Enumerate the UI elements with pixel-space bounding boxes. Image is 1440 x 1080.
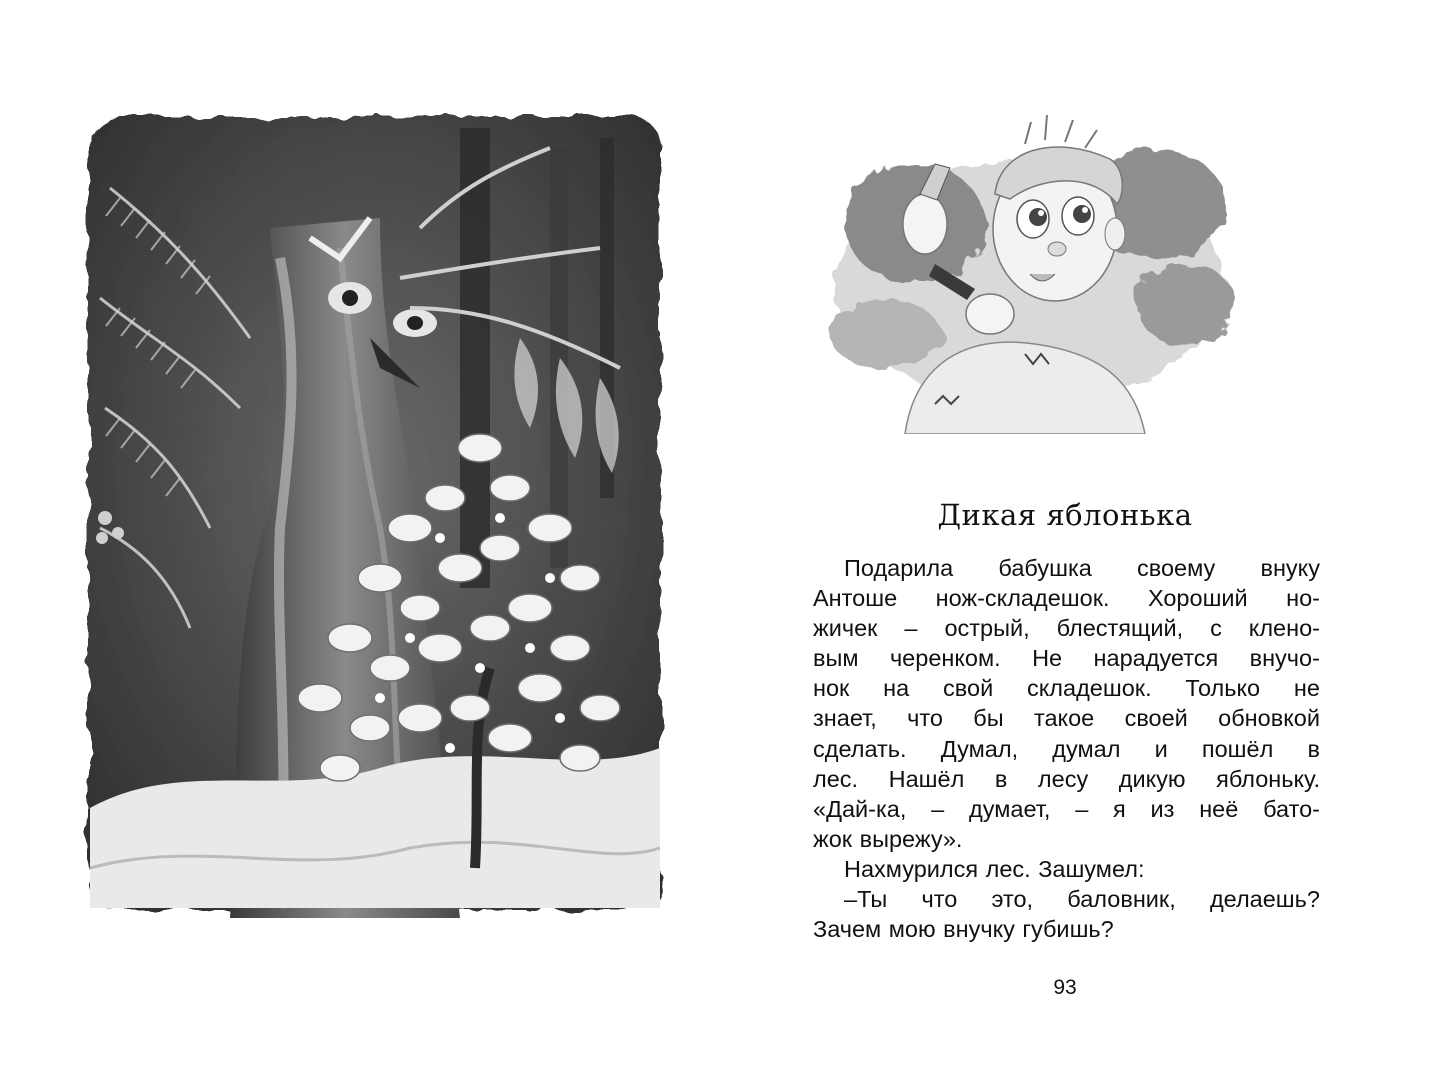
word: знает, xyxy=(813,705,877,732)
word: – xyxy=(1075,795,1089,822)
forest-illustration xyxy=(80,108,668,918)
word: и xyxy=(1154,735,1168,762)
word: в xyxy=(994,765,1008,792)
text-line xyxy=(813,854,1320,884)
word: бабушка xyxy=(998,555,1092,581)
word: это, xyxy=(991,886,1034,913)
word: своему xyxy=(1137,555,1216,581)
text-line xyxy=(813,643,1320,673)
word: баловник, xyxy=(1067,886,1176,913)
word: внучку xyxy=(943,916,1015,943)
word: нарадуется xyxy=(1093,645,1219,672)
word: Подарила xyxy=(844,555,954,581)
word: такое xyxy=(1033,705,1095,732)
word: в xyxy=(1307,735,1320,762)
text-line xyxy=(813,734,1320,764)
text-line xyxy=(813,613,1320,643)
word: думал xyxy=(1052,735,1121,762)
story-text xyxy=(813,553,1320,944)
word: из xyxy=(1150,795,1175,822)
word: Хороший xyxy=(1147,585,1248,612)
word: Антоше xyxy=(813,585,898,612)
word: с xyxy=(1210,615,1222,642)
word: на xyxy=(883,675,910,702)
word: Нахмурился xyxy=(844,855,979,882)
word: – xyxy=(904,615,918,642)
text-line xyxy=(813,824,1320,854)
text-line xyxy=(813,673,1320,703)
word: внучо- xyxy=(1249,645,1320,672)
text-line xyxy=(813,914,1320,944)
word: лес. xyxy=(813,765,859,792)
word: «Дай-ка, xyxy=(813,795,907,822)
word: пошёл xyxy=(1201,735,1274,762)
word: сделать. xyxy=(813,735,907,762)
word: клено- xyxy=(1248,615,1320,642)
word: лес. xyxy=(985,855,1031,882)
text-line xyxy=(813,794,1320,824)
word: Не xyxy=(1032,645,1063,672)
word: что xyxy=(921,886,958,913)
word: что xyxy=(907,705,943,732)
word: делаешь? xyxy=(1209,886,1320,913)
page-number: 93 xyxy=(1053,976,1077,999)
word: не xyxy=(1293,675,1320,702)
text-line xyxy=(813,583,1320,613)
word: думает, xyxy=(969,795,1051,822)
word: нок xyxy=(813,675,850,702)
word: Думал, xyxy=(940,735,1019,762)
text-line xyxy=(813,764,1320,794)
text-line xyxy=(813,703,1320,733)
word: острый, xyxy=(944,615,1030,642)
word: жичек xyxy=(813,615,878,642)
word: Только xyxy=(1185,675,1261,702)
word: блестящий, xyxy=(1056,615,1184,642)
word: бато- xyxy=(1263,795,1320,822)
word: дикую xyxy=(1118,765,1186,792)
word: свой xyxy=(943,675,994,702)
word: своей xyxy=(1124,705,1188,732)
word: неё xyxy=(1199,795,1239,822)
text-line xyxy=(813,553,1320,583)
word: – xyxy=(931,795,945,822)
word: бы xyxy=(973,705,1004,732)
word: Зашумел: xyxy=(1038,855,1145,882)
word: губишь? xyxy=(1022,916,1114,943)
word: вырежу». xyxy=(859,825,963,852)
word: яблоньку. xyxy=(1216,765,1320,792)
word: мою xyxy=(888,916,936,943)
word: черенком. xyxy=(889,645,1001,672)
word: обновкой xyxy=(1218,705,1320,732)
word: лесу xyxy=(1037,765,1089,792)
word: я xyxy=(1113,795,1126,822)
word: вым xyxy=(813,645,859,672)
word: нож-складешок. xyxy=(935,585,1110,612)
word: но- xyxy=(1286,585,1320,612)
text-line xyxy=(813,884,1320,914)
word: Нашёл xyxy=(888,765,965,792)
word: внуку xyxy=(1260,555,1320,581)
story-title: Дикая яблонька xyxy=(937,498,1193,532)
boy-illustration xyxy=(825,104,1235,434)
word: складешок. xyxy=(1027,675,1152,702)
word: жок xyxy=(813,825,853,852)
word: –Ты xyxy=(844,886,888,913)
word: Зачем xyxy=(813,916,882,943)
